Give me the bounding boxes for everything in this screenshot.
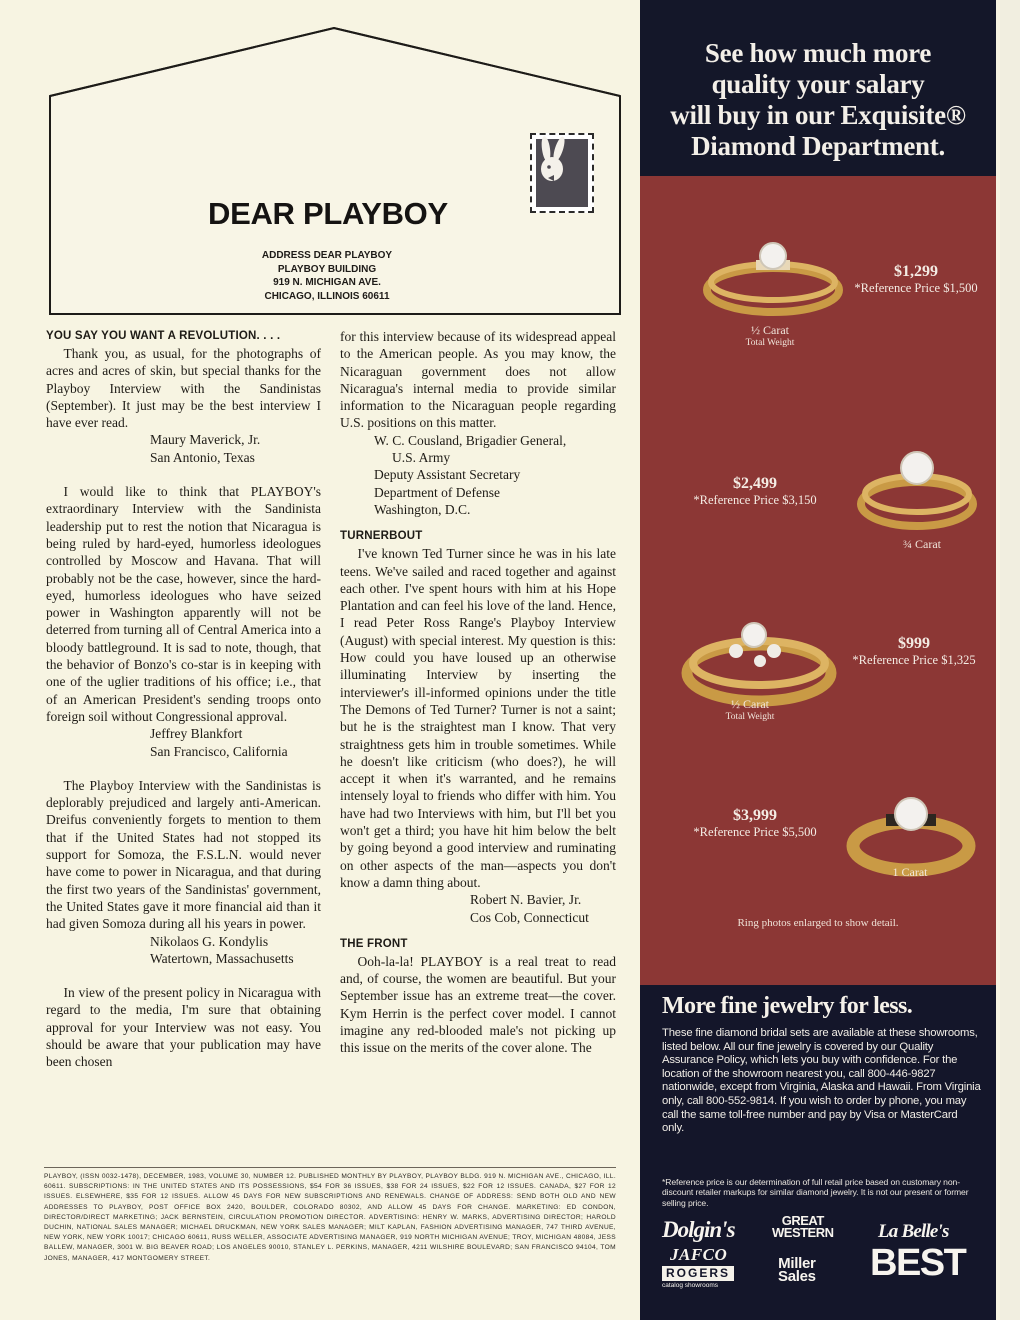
letter-body-continued: for this interview because of its widespread appeal to the American people. As you may know, the Nicaraguan government does not allow Nicaragua's internal media to provide similar information to the Nicaraguan people regarding U.S. positions on this matter. (340, 329, 616, 431)
letter-signature-name: Maury Maverick, Jr. (150, 432, 261, 448)
carat-sub: Total Weight (745, 338, 795, 348)
ring-photo-1 (698, 232, 848, 322)
photo-note: Ring photos enlarged to show detail. (737, 917, 899, 929)
ad-fine-print: *Reference price is our determination of full retail price based on customary non-discount retailer markups for similar diamond jewelry. It is not our present or former selling price. (662, 1177, 969, 1208)
mailing-address (242, 249, 412, 303)
letter-body: I would like to think that PLAYBOY's extraordinary Interview with the Sandinista leadership put to rest the notion that Nicaragua is being ruled by hard-eyed, humorless ideologues controlled by Moscow and Havana. That will probably not be the case, however, since the hard-eyed, humorless ideologues who have seized power in Washington apparently will not be deterred from turning all of Central America into a bloody battleground. It is sad to note, though, that the behavior of Bonzo's co-star is in keeping with one of the uglier traditions of his office; i.e., that of an American President's sending troops onto foreign soil without Congressional approval. (46, 484, 321, 724)
ad-headline (640, 38, 996, 162)
price-amount: $1,299 (894, 263, 938, 280)
carat-label: 1 Carat (892, 865, 928, 879)
ad-body-text: These fine diamond bridal sets are available at these showrooms, listed below. All our fine jewelry is covered by our Quality Assurance Policy, which lets you buy with confidence. For the location of the showroom nearest you, call 800-446-9827 nationwide, except from Virginia, Alaska and Hawaii. From Virginia only, call 800-552-9814. If you wish to order by phone, you may call the same toll-free number and pay by Visa or MasterCard only. (662, 1027, 981, 1135)
letter-signature-place: Watertown, Massachusetts (150, 950, 294, 966)
headline-line: See how much more (704, 38, 932, 68)
address-line: 919 N. MICHIGAN AVE. (273, 277, 381, 288)
letter-body: I've known Ted Turner since he was in his late teens. We've sailed and raced together and against each other. I've spent hours with him at his Hope Plantation and can feel his love of the land. Hence, I read Peter Ross Range's Playboy Interview (August) with special interest. My question is this: How could you have loused up an otherwise illuminating Interview by inserting the interviewer's ill-informed opinions under the title The Demons of Ted Turner? Turner is not a saint; but he is the straightest man I know. That very straightness gets him in trouble sometimes. While he doesn't like criticism (who does?), he will accept it when it's warranted, and he remains intensely loyal to friends who differ with him. You have had two Interviews with him, but I'll bet you won't get a third; you have hit him below the belt by going beyond a good interview and ruminating on other aspects of the man—aspects you don't know a damn thing about. (340, 546, 616, 890)
letter-signature-place: San Antonio, Texas (150, 449, 255, 465)
letter-body: In view of the present policy in Nicaragua with regard to the media, I'm sure that obtaining approval for your Interview was not easy. You should be aware that your publication may have been chosen (46, 985, 321, 1070)
publication-masthead: PLAYBOY, (ISSN 0032-1478), DECEMBER, 1983, VOLUME 30, NUMBER 12. PUBLISHED MONTHLY BY PLAYBOY, PLAYBOY BLDG. 919 N. MICHIGAN AVE., CHICAGO, ILL. 60611. SUBSCRIPTIONS: IN THE UNITED STATES AND ITS POSSESSIONS, $54 FOR 36 ISSUES, $38 FOR 24 ISSUES, $22 FOR 12 ISSUES. CANADA, $27 FOR 12 ISSUES. ELSEWHERE, $35 FOR 12 ISSUES. ALLOW 45 DAYS FOR NEW SUBSCRIPTIONS AND RENEWALS. CHANGE OF ADDRESS: SEND BOTH OLD AND NEW ADDRESSES TO PLAYBOY, POST OFFICE BOX 2420, BOULDER, COLORADO 80302, AND ALLOW 45 DAYS FOR CHANGE. MARKETING: ED CONDON, DIRECTOR/DIRECT MARKETING; JACK BERNSTEIN, CIRCULATION PROMOTION DIRECTOR. ADVERTISING: HENRY W. MARKS, ADVERTISING DIRECTOR; HAROLD DUCHIN, NATIONAL SALES MANAGER; MICHAEL DRUCKMAN, NEW YORK SALES MANAGER; MILT KAPLAN, FASHION ADVERTISING MANAGER, 747 THIRD AVENUE, NEW YORK, NEW YORK 10017; CHICAGO 60611, RUSS WELLER, ASSOCIATE ADVERTISING MANAGER, 919 NORTH MICHIGAN AVENUE; TROY, MICHIGAN 48084, JESS BALLEW, MANAGER, 3001 W. BIG BEAVER ROAD; LOS ANGELES 90010, STANLEY L. PERKINS, MANAGER, 4211 WILSHIRE BOULEVARD; SAN FRANCISCO 94104, TOM JONES, MANAGER, 417 MONTGOMERY STREET. (44, 1167, 616, 1264)
rogers-logo: ROGERS (662, 1266, 734, 1281)
page-title: DEAR PLAYBOY (208, 196, 448, 231)
ad-footer (640, 985, 996, 1320)
carat-label: ½ Carat (751, 323, 789, 337)
letter-signature-name: Robert N. Bavier, Jr. (470, 892, 582, 908)
envelope-header (44, 18, 626, 318)
jafco-logo: JAFCO (670, 1245, 728, 1264)
ad-header (640, 0, 996, 176)
ring-caption-1 (710, 324, 830, 350)
rogers-subtitle: catalog showrooms (662, 1282, 718, 1289)
section-heading: TURNERBOUT (340, 530, 423, 543)
headline-line: will buy in our Exquisite® (670, 100, 966, 130)
letter-signature-line: W. C. Cousland, Brigadier General, (374, 432, 567, 448)
carat-sub: Total Weight (725, 712, 775, 722)
letters-column-1 (46, 328, 321, 1071)
letter-body: Thank you, as usual, for the photographs of acres and acres of skin, but special thanks for the Playboy Interview with the Sandinistas (September). It just may be the best interview I have ever read. (46, 346, 321, 431)
letters-column-2 (340, 328, 616, 1057)
ring-price-3 (832, 634, 996, 668)
letter-signature-name: Jeffrey Blankfort (150, 726, 243, 742)
ring-photo-3 (674, 611, 844, 711)
carat-label: ½ Carat (731, 697, 769, 711)
dolgins-logo: Dolgin's (662, 1217, 735, 1242)
ring-price-4 (670, 806, 840, 840)
letter-signature-name: Nikolaos G. Kondylis (150, 933, 269, 949)
address-line: ADDRESS DEAR PLAYBOY (261, 250, 393, 261)
letter-signature-place: Cos Cob, Connecticut (470, 909, 589, 925)
letter-signature-line: U.S. Army (392, 450, 451, 466)
headline-line: quality your salary (711, 69, 925, 99)
reference-price: *Reference Price $1,500 (854, 281, 978, 295)
carat-label: ¾ Carat (903, 537, 941, 551)
rabbit-stamp (530, 133, 594, 213)
ring-showcase (640, 176, 996, 985)
ring-caption-4 (860, 866, 960, 879)
miller-sales-logo: Miller Sales (778, 1255, 816, 1285)
great-western-logo: GREAT WESTERN (772, 1213, 834, 1240)
letter-signature-line: Department of Defense (374, 484, 500, 500)
ring-photo-2 (852, 446, 982, 536)
ring-caption-2 (872, 538, 972, 551)
jewelry-advertisement (640, 0, 996, 1320)
headline-line: Diamond Department. (691, 131, 945, 161)
reference-price: *Reference Price $1,325 (852, 653, 976, 667)
page-margin (1000, 0, 1020, 1320)
rabbit-head-icon (532, 135, 574, 193)
labelles-logo: La Belle's (878, 1221, 949, 1242)
section-heading: THE FRONT (340, 937, 408, 950)
ring-price-1 (836, 262, 996, 296)
address-line: CHICAGO, ILLINOIS 60611 (264, 290, 390, 302)
ring-price-2 (670, 474, 840, 508)
ring-caption-3 (690, 698, 810, 724)
ad-tagline: More fine jewelry for less. (662, 993, 913, 1019)
price-amount: $2,499 (733, 475, 777, 492)
price-amount: $3,999 (733, 807, 777, 824)
price-amount: $999 (898, 635, 930, 652)
letter-body: The Playboy Interview with the Sandinistas is deplorably prejudiced and largely anti-American. Dreifus conveniently forgets to mention to them that if the United States had not stopped its support for Somoza, the F.S.L.N. would never have come to power in Nicaragua, and that during the first two years of the Sandinistas' government, the United States gave it more financial aid than it had given Somoza during all his years in power. (46, 777, 321, 932)
letter-signature-place: San Francisco, California (150, 743, 288, 759)
reference-price: *Reference Price $3,150 (693, 493, 817, 507)
letter-signature-line: Deputy Assistant Secretary (374, 467, 521, 483)
letter-signature-line: Washington, D.C. (374, 501, 471, 517)
address-line: PLAYBOY BUILDING (277, 263, 377, 275)
reference-price: *Reference Price $5,500 (693, 825, 817, 839)
letter-body: Ooh-la-la! PLAYBOY is a real treat to read and, of course, the women are beautiful. But your September issue has an extreme treat—the cover. Kym Herrin is the perfect cover model. I cannot imagine any red-blooded male's not picking up this issue on the merits of the cover alone. The (340, 953, 616, 1056)
best-logo: BEST (870, 1242, 966, 1284)
section-heading: YOU SAY YOU WANT A REVOLUTION. . . . (46, 330, 281, 342)
